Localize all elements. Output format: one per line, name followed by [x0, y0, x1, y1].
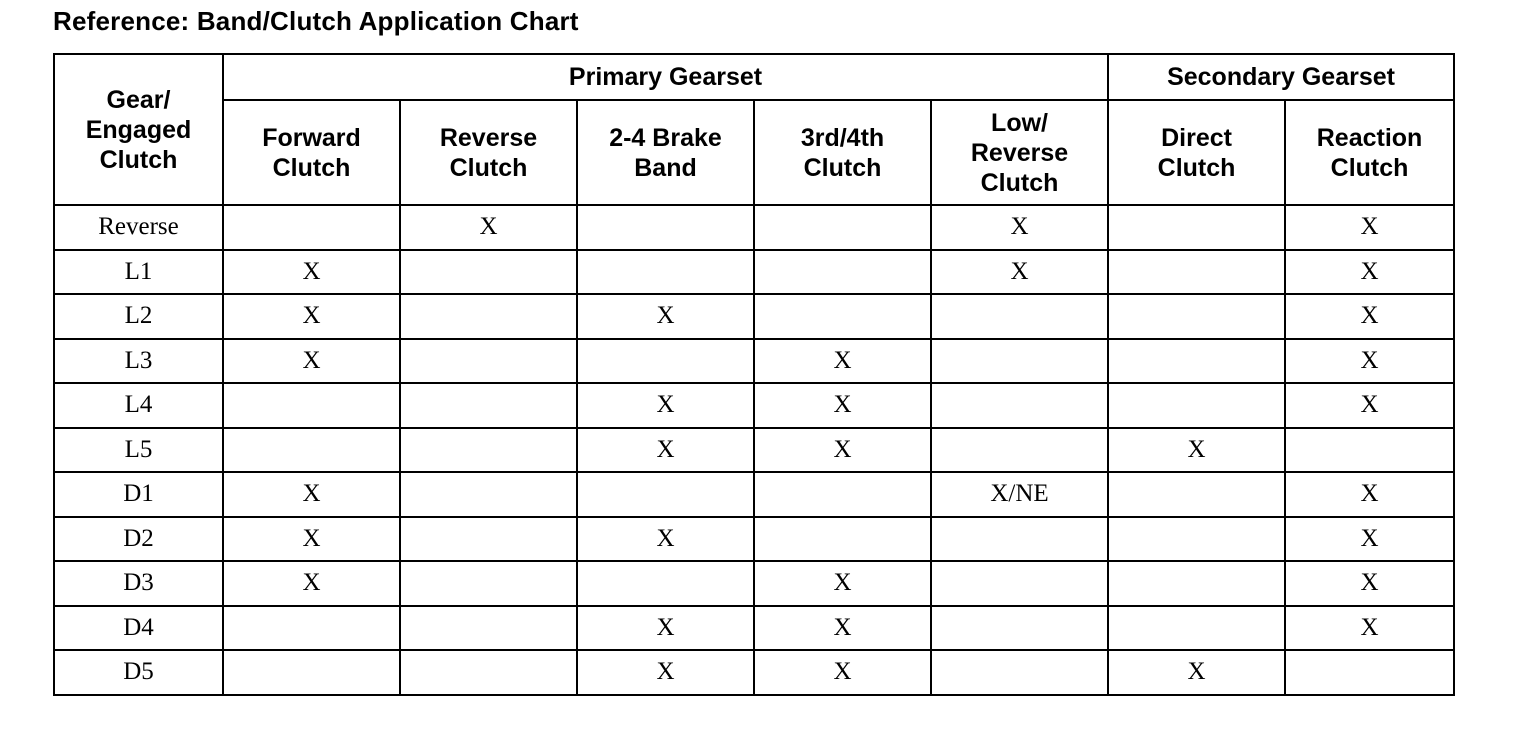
- secondary-gearset-header: Secondary Gearset: [1108, 54, 1454, 100]
- table-cell: [754, 472, 931, 517]
- chart-caption: Reference: Band/Clutch Application Chart: [53, 6, 579, 36]
- table-cell: [400, 339, 577, 384]
- gear-cell: D1: [54, 472, 223, 517]
- table-cell: X: [577, 606, 754, 651]
- table-cell: X: [577, 517, 754, 562]
- table-cell: X: [1285, 205, 1454, 250]
- table-cell: [754, 205, 931, 250]
- table-row: [54, 339, 1454, 384]
- table-cell: [1108, 205, 1285, 250]
- table-cell: [577, 561, 754, 606]
- header-line: Clutch: [1157, 153, 1236, 182]
- table-cell: X: [754, 339, 931, 384]
- table-cell: X: [577, 294, 754, 339]
- table-cell: [223, 205, 400, 250]
- table-cell: X: [1108, 650, 1285, 695]
- header-line: Band: [634, 153, 697, 182]
- table-cell: [400, 472, 577, 517]
- table-row: [54, 650, 1454, 695]
- table-cell: X: [754, 650, 931, 695]
- column-header-row: [54, 100, 1454, 205]
- table-cell: X: [1285, 517, 1454, 562]
- header-line: Clutch: [272, 153, 351, 182]
- table-row: [54, 561, 1454, 606]
- table-cell: X: [1285, 383, 1454, 428]
- table-cell: [400, 294, 577, 339]
- table-row: [54, 428, 1454, 473]
- gear-cell: D5: [54, 650, 223, 695]
- table-cell: X: [931, 250, 1108, 295]
- band-clutch-application-table: [53, 53, 1455, 696]
- gear-cell: D2: [54, 517, 223, 562]
- column-header-2-4-brake-band: [577, 100, 754, 205]
- table-cell: X: [1285, 606, 1454, 651]
- header-line: Forward: [262, 123, 361, 152]
- table-cell: [1285, 650, 1454, 695]
- table-cell: [223, 383, 400, 428]
- table-cell: [400, 517, 577, 562]
- table-cell: [1285, 428, 1454, 473]
- table-row: [54, 250, 1454, 295]
- table-cell: [400, 650, 577, 695]
- table-row: [54, 517, 1454, 562]
- gear-cell: Reverse: [54, 205, 223, 250]
- table-cell: [1108, 561, 1285, 606]
- table-cell: [400, 383, 577, 428]
- header-line: Low/: [991, 108, 1048, 137]
- table-cell: X: [400, 205, 577, 250]
- table-row: [54, 606, 1454, 651]
- table-cell: [1108, 517, 1285, 562]
- table-cell: [577, 339, 754, 384]
- table-cell: [931, 561, 1108, 606]
- table-row: [54, 472, 1454, 517]
- table-row: [54, 294, 1454, 339]
- table-cell: [400, 561, 577, 606]
- gear-cell: D4: [54, 606, 223, 651]
- table-cell: X: [1285, 339, 1454, 384]
- table-cell: [223, 606, 400, 651]
- table-cell: [577, 205, 754, 250]
- gear-engaged-clutch-header: [54, 54, 223, 205]
- table-cell: [931, 517, 1108, 562]
- column-header-reaction-clutch: [1285, 100, 1454, 205]
- header-line: Clutch: [449, 153, 528, 182]
- table-cell: X: [223, 517, 400, 562]
- header-line: Clutch: [803, 153, 882, 182]
- table-cell: X: [754, 561, 931, 606]
- table-cell: [931, 650, 1108, 695]
- header-line: Clutch: [980, 168, 1059, 197]
- table-cell: [754, 250, 931, 295]
- table-cell: [1108, 472, 1285, 517]
- table-row: [54, 205, 1454, 250]
- table-cell: X: [223, 561, 400, 606]
- table-cell: X: [754, 428, 931, 473]
- table-cell: [931, 294, 1108, 339]
- header-line: Reverse: [439, 123, 538, 152]
- table-cell: [754, 294, 931, 339]
- table-cell: [1108, 339, 1285, 384]
- table-cell: [931, 339, 1108, 384]
- table-cell: X/NE: [931, 472, 1108, 517]
- table-cell: [1108, 606, 1285, 651]
- table-cell: X: [577, 650, 754, 695]
- table-cell: X: [577, 383, 754, 428]
- header-line: Gear/: [106, 85, 171, 114]
- table-cell: [400, 606, 577, 651]
- table-cell: [931, 606, 1108, 651]
- table-cell: X: [223, 294, 400, 339]
- gear-cell: L5: [54, 428, 223, 473]
- gear-cell: L3: [54, 339, 223, 384]
- table-cell: [1108, 250, 1285, 295]
- header-line: Direct: [1161, 123, 1232, 152]
- table-cell: [1108, 294, 1285, 339]
- table-cell: [1108, 383, 1285, 428]
- table-cell: X: [1285, 472, 1454, 517]
- gear-cell: L1: [54, 250, 223, 295]
- table-cell: X: [754, 383, 931, 428]
- column-header-3rd-4th-clutch: [754, 100, 931, 205]
- table-cell: X: [1285, 250, 1454, 295]
- table-row: [54, 383, 1454, 428]
- table-cell: X: [223, 339, 400, 384]
- table-cell: [754, 517, 931, 562]
- header-line: Engaged: [85, 115, 192, 144]
- header-line: Clutch: [99, 145, 178, 174]
- header-line: Clutch: [1330, 153, 1409, 182]
- table-cell: [577, 250, 754, 295]
- table-cell: X: [223, 250, 400, 295]
- table-cell: [400, 428, 577, 473]
- table-cell: X: [1285, 294, 1454, 339]
- table-cell: [223, 650, 400, 695]
- column-header-direct-clutch: [1108, 100, 1285, 205]
- table-cell: X: [931, 205, 1108, 250]
- table-cell: [931, 428, 1108, 473]
- table-cell: X: [1108, 428, 1285, 473]
- table-cell: [577, 472, 754, 517]
- table-cell: [223, 428, 400, 473]
- table-cell: [931, 383, 1108, 428]
- table-cell: X: [577, 428, 754, 473]
- header-line: Reaction: [1316, 123, 1423, 152]
- primary-gearset-header: Primary Gearset: [223, 54, 1108, 100]
- column-header-reverse-clutch: [400, 100, 577, 205]
- table-cell: X: [223, 472, 400, 517]
- header-line: 2-4 Brake: [609, 123, 722, 152]
- table-cell: [400, 250, 577, 295]
- gear-cell: L4: [54, 383, 223, 428]
- table-cell: X: [754, 606, 931, 651]
- table-cell: X: [1285, 561, 1454, 606]
- column-header-low-reverse-clutch: [931, 100, 1108, 205]
- gear-cell: D3: [54, 561, 223, 606]
- column-header-forward-clutch: [223, 100, 400, 205]
- header-line: 3rd/4th: [800, 123, 885, 152]
- gear-cell: L2: [54, 294, 223, 339]
- header-line: Reverse: [970, 138, 1069, 167]
- group-header-row: [54, 54, 1454, 100]
